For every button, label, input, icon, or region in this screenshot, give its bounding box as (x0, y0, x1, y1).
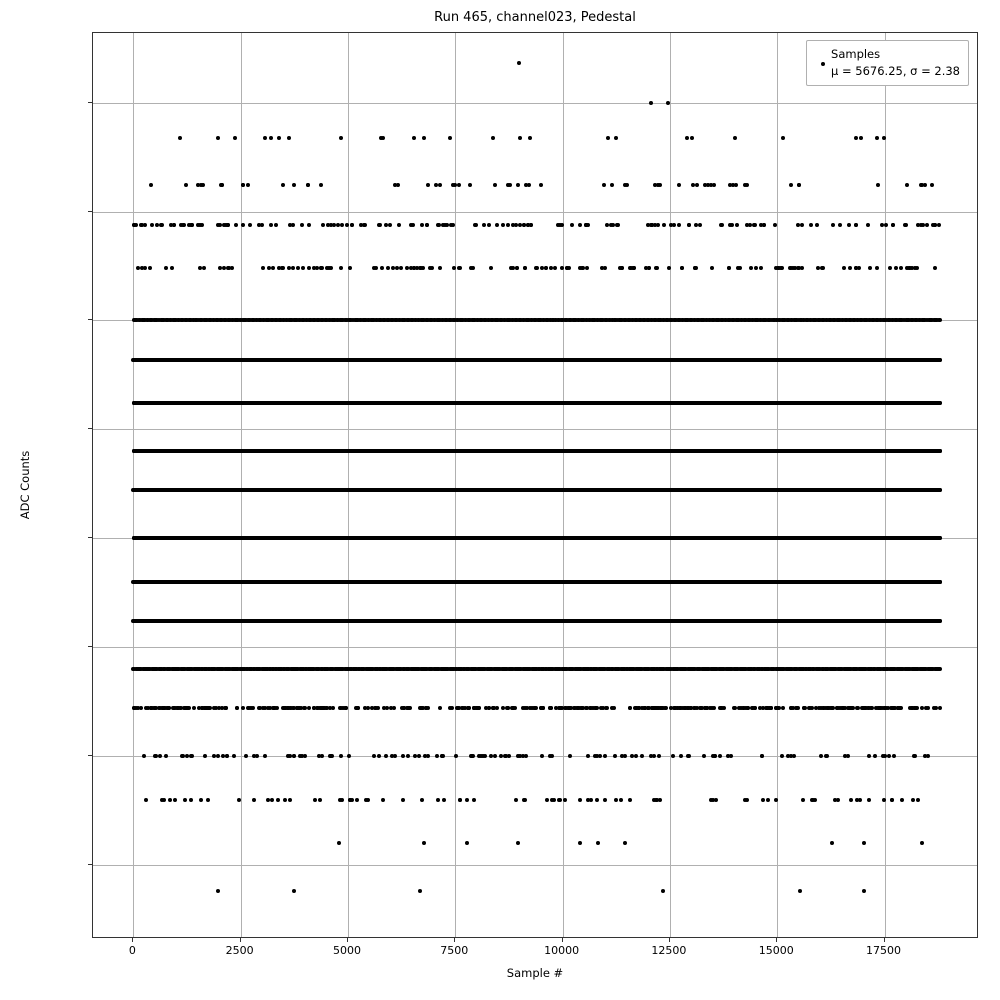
y-tick (88, 428, 92, 429)
x-gridline (241, 33, 242, 937)
legend-entry-stats: μ = 5676.25, σ = 2.38 (831, 63, 960, 78)
chart-title: Run 465, channel023, Pedestal (434, 10, 636, 25)
x-tick-label: 7500 (440, 944, 469, 957)
y-gridline (93, 212, 977, 213)
x-tick (562, 938, 563, 942)
x-tick-label: 2500 (225, 944, 254, 957)
x-gridline (670, 33, 671, 937)
y-tick (88, 211, 92, 212)
x-gridline (455, 33, 456, 937)
legend (806, 40, 969, 86)
x-tick (669, 938, 670, 942)
y-tick (88, 319, 92, 320)
y-tick (88, 864, 92, 865)
y-tick (88, 646, 92, 647)
x-tick (776, 938, 777, 942)
x-tick-label: 0 (128, 944, 136, 957)
x-axis-label: Sample # (506, 966, 564, 980)
y-gridline (93, 865, 977, 866)
x-tick-label: 17500 (866, 944, 902, 957)
x-tick (132, 938, 133, 942)
y-axis-label: ADC Counts (18, 450, 32, 520)
y-tick (88, 102, 92, 103)
y-gridline (93, 647, 977, 648)
y-gridline (93, 103, 977, 104)
y-tick (88, 755, 92, 756)
legend-entry-samples: Samples (831, 47, 881, 61)
y-gridline (93, 429, 977, 430)
legend-point-marker-icon (815, 54, 831, 71)
x-tick-label: 5000 (332, 944, 361, 957)
x-gridline (133, 33, 134, 937)
x-tick (240, 938, 241, 942)
x-tick-label: 15000 (758, 944, 794, 957)
x-tick (454, 938, 455, 942)
x-tick-label: 12500 (651, 944, 687, 957)
x-tick-label: 10000 (544, 944, 580, 957)
y-tick (88, 537, 92, 538)
x-tick (884, 938, 885, 942)
plot-area (92, 32, 978, 938)
x-tick (347, 938, 348, 942)
